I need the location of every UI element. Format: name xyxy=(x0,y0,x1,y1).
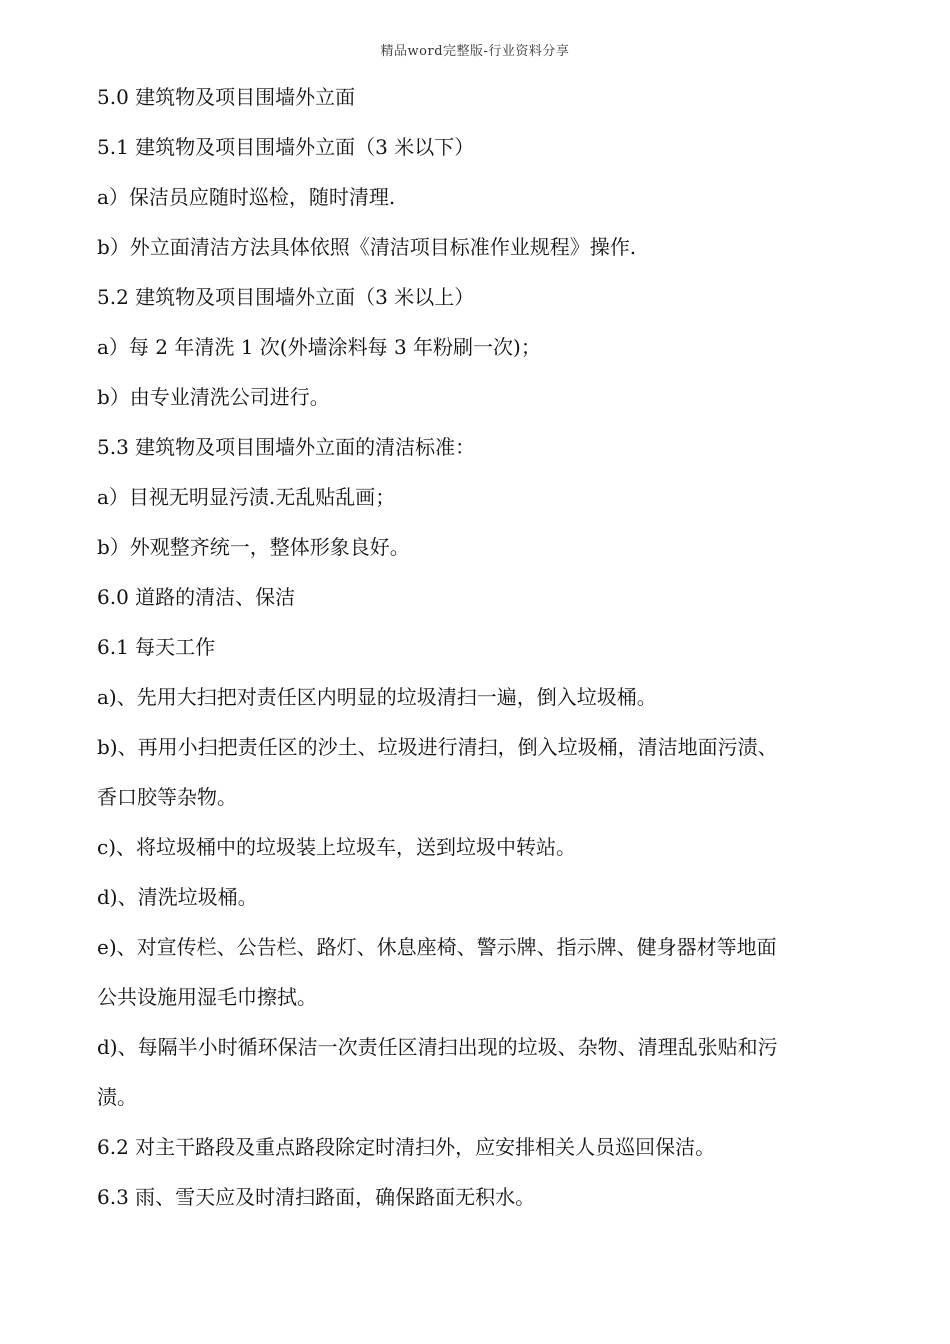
list-item-continuation: 香口胶等杂物。 xyxy=(97,785,237,809)
list-item: e)、对宣传栏、公告栏、路灯、休息座椅、警示牌、指示牌、健身器材等地面 xyxy=(97,935,777,959)
list-item: b）外立面清洁方法具体依照《清洁项目标准作业规程》操作. xyxy=(97,235,637,259)
subsection-heading-5-1: 5.1 建筑物及项目围墙外立面（3 米以下） xyxy=(97,135,475,159)
list-item: b)、再用小扫把责任区的沙土、垃圾进行清扫，倒入垃圾桶，清洁地面污渍、 xyxy=(97,735,778,759)
list-item-continuation: 公共设施用湿毛巾擦拭。 xyxy=(97,985,317,1009)
list-item: d)、每隔半小时循环保洁一次责任区清扫出现的垃圾、杂物、清理乱张贴和污 xyxy=(97,1035,778,1059)
subsection-heading-6-2: 6.2 对主干路段及重点路段除定时清扫外，应安排相关人员巡回保洁。 xyxy=(97,1135,716,1159)
subsection-heading-6-3: 6.3 雨、雪天应及时清扫路面，确保路面无积水。 xyxy=(97,1185,536,1209)
list-item: d)、清洗垃圾桶。 xyxy=(97,885,258,909)
list-item: b）外观整齐统一，整体形象良好。 xyxy=(97,535,410,559)
list-item: a）每 2 年清洗 1 次(外墙涂料每 3 年粉刷一次)； xyxy=(97,335,541,359)
subsection-heading-5-2: 5.2 建筑物及项目围墙外立面（3 米以上） xyxy=(97,285,475,309)
document-body xyxy=(97,72,867,1222)
list-item: c)、将垃圾桶中的垃圾装上垃圾车，送到垃圾中转站。 xyxy=(97,835,577,859)
list-item-continuation: 渍。 xyxy=(97,1085,137,1109)
list-item: b）由专业清洗公司进行。 xyxy=(97,385,330,409)
section-heading-5-0: 5.0 建筑物及项目围墙外立面 xyxy=(97,85,356,109)
subsection-heading-5-3: 5.3 建筑物及项目围墙外立面的清洁标准： xyxy=(97,435,476,459)
list-item: a）目视无明显污渍.无乱贴乱画； xyxy=(97,485,396,509)
page-header: 精品word完整版-行业资料分享 xyxy=(380,44,570,59)
list-item: a）保洁员应随时巡检，随时清理. xyxy=(97,185,396,209)
subsection-heading-6-1: 6.1 每天工作 xyxy=(97,635,216,659)
section-heading-6-0: 6.0 道路的清洁、保洁 xyxy=(97,585,296,609)
list-item: a)、先用大扫把对责任区内明显的垃圾清扫一遍，倒入垃圾桶。 xyxy=(97,685,657,709)
